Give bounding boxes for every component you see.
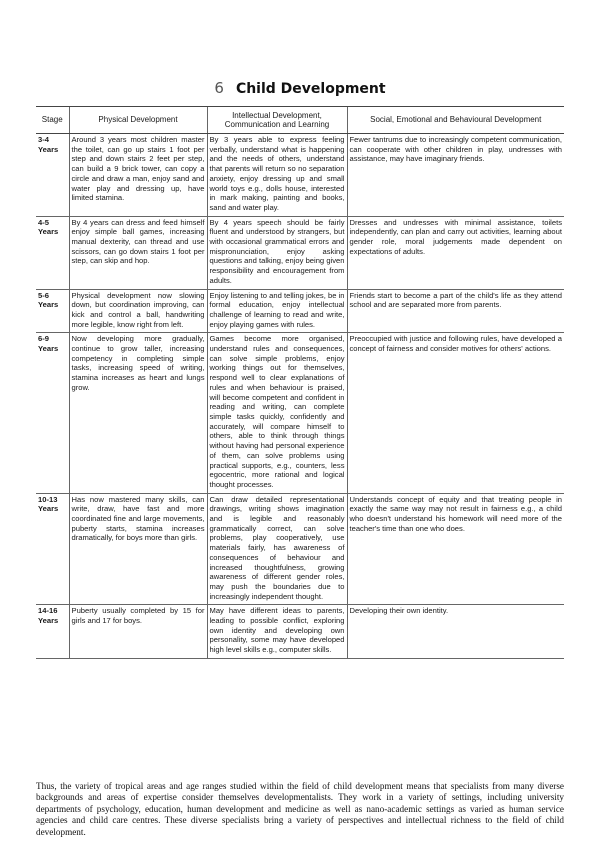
stage-cell: 4-5 Years (36, 216, 69, 289)
table-header-row (36, 107, 564, 134)
chapter-number: 6 (214, 79, 224, 97)
physical-cell: Around 3 years most children master the toilet, can go up stairs 1 foot per step and down stairs 2 feet per step, can build a 9 brick tower, can copy a circle and draw a man, enjoy sand and water play and dressing up, have limited stamina. (69, 134, 207, 217)
table-row (36, 289, 564, 333)
social-cell: Friends start to become a part of the child's life as they attend school and are separated more from parents. (347, 289, 564, 333)
chapter-title: Child Development (235, 81, 386, 97)
chapter-header (36, 79, 564, 98)
column-header-intellectual: Intellectual Development, Communication and Learning (207, 107, 347, 134)
stage-cell: 10-13 Years (36, 493, 69, 605)
social-cell: Fewer tantrums due to increasingly competent communication, can cooperate with other children in play, undresses with assistance, may have imaginary friends. (347, 134, 564, 217)
column-header-stage: Stage (36, 107, 69, 134)
table-row (36, 134, 564, 217)
physical-cell: Has now mastered many skills, can write, draw, have fast and more coordinated fine and large movements, puberty starts, stamina increases dramatically, for boys more than girls. (69, 493, 207, 605)
stage-cell: 14-16 Years (36, 605, 69, 659)
table-row (36, 605, 564, 659)
social-cell: Understands concept of equity and that treating people in exactly the same way may not result in fairness e.g., a child who doesn't understand his homework will need more of the teacher's time than one who does. (347, 493, 564, 605)
physical-cell: Physical development now slowing down, but coordination improving, can kick and control a ball, handwriting more legible, know right from left. (69, 289, 207, 333)
stage-cell: 6-9 Years (36, 333, 69, 493)
intellectual-cell: By 4 years speech should be fairly fluent and understood by strangers, but with occasional grammatical errors and mispronunciation, enjoy asking questions and talking, enjoy being given responsibility and encouragement from adults. (207, 216, 347, 289)
social-cell: Developing their own identity. (347, 605, 564, 659)
stage-cell: 3-4 Years (36, 134, 69, 217)
stage-cell: 5-6 Years (36, 289, 69, 333)
table-row (36, 493, 564, 605)
physical-cell: By 4 years can dress and feed himself enjoy simple ball games, increasing manual dexterity, can thread and use scissors, can go down stairs 1 foot per step, can skip and hop. (69, 216, 207, 289)
social-cell: Dresses and undresses with minimal assistance, toilets independently, can plan and carry out activities, learning about gender role, moral judgements made dependent on expectations of adults. (347, 216, 564, 289)
intellectual-cell: Enjoy listening to and telling jokes, be in formal education, enjoy intellectual challenge of learning to read and write, enjoy playing games with rules. (207, 289, 347, 333)
intellectual-cell: By 3 years able to express feeling verbally, understand what is happening and the needs of others, understand that parents will return so no separation anxiety, enjoy dressing up and small world toys e.g., dolls house, interested in mark making, painting and books, sand and water play. (207, 134, 347, 217)
column-header-physical: Physical Development (69, 107, 207, 134)
development-table (36, 106, 564, 659)
body-paragraph: Thus, the variety of tropical areas and age ranges studied within the field of child development means that specialists from many diverse backgrounds and areas of expertise consider themselves developmentalists. They work in a variety of settings, including university departments of psychology, education, human development and medicine as well as nano-academic settings as varied as human service agencies and child care centres. These diverse specialists bring a variety of perspectives and intellectual richness to the field of child development. (36, 781, 564, 837)
column-header-social: Social, Emotional and Behavioural Development (347, 107, 564, 134)
intellectual-cell: Can draw detailed representational drawings, writing shows imagination and is legible and reasonably grammatically correct, can solve problems, play cooperatively, use materials fairly, has awareness of consequences of behaviour and increased thoughtfulness, growing awareness of different gender roles, may push the boundaries due to increasingly independent thought. (207, 493, 347, 605)
physical-cell: Puberty usually completed by 15 for girls and 17 for boys. (69, 605, 207, 659)
table-row (36, 333, 564, 493)
physical-cell: Now developing more gradually, continue to grow taller, increasing competency in completing simple tasks, increasing speed of writing, stamina increases as heart and lungs grow. (69, 333, 207, 493)
table-row (36, 216, 564, 289)
intellectual-cell: Games become more organised, understand rules and consequences, can solve simple problems, enjoy working things out for themselves, respond well to clear explanations of rules and when behaviour is praised, will become competent and confident in reading and writing, can complete simple tasks quickly, confidently and accurately, will compare himself to others, able to think through things without having had personal experience of them, can solve problems using practical supports, e.g., counters, less egocentric, more rational and logical thought processes. (207, 333, 347, 493)
social-cell: Preoccupied with justice and following rules, have developed a concept of fairness and consider motives for others' actions. (347, 333, 564, 493)
intellectual-cell: May have different ideas to parents, leading to possible conflict, exploring own identity and developing own personality, some may have developed high level skills e.g., computer skills. (207, 605, 347, 659)
